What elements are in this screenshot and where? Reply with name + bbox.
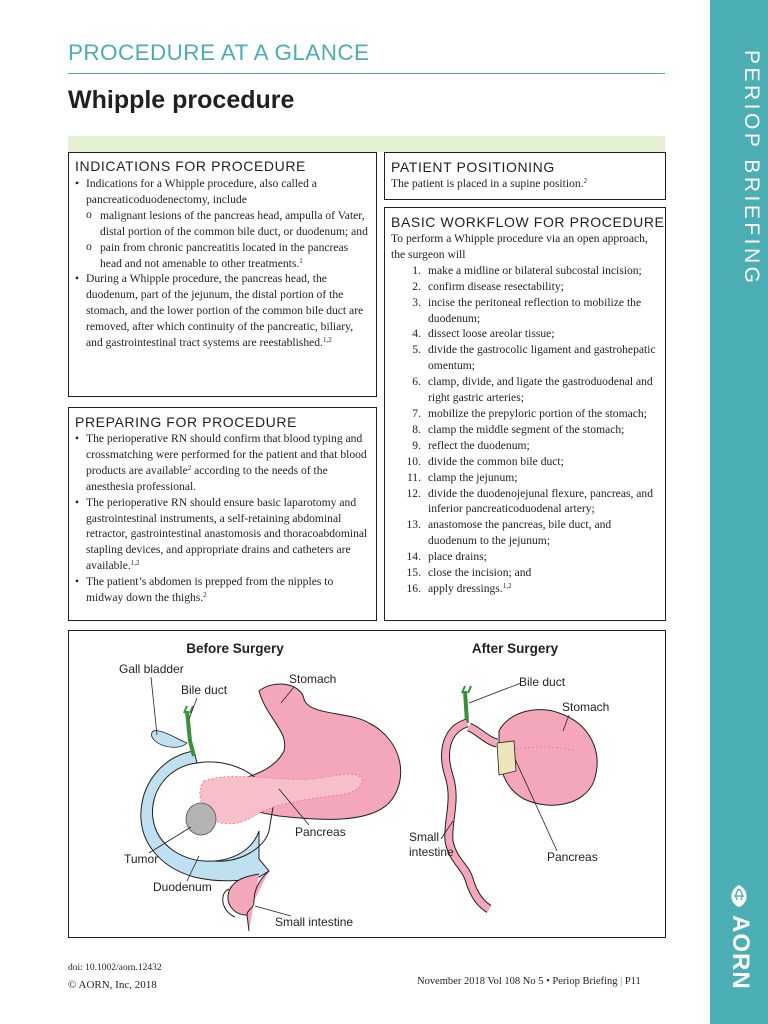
before-bile-duct <box>184 706 194 756</box>
after-bile-duct <box>462 686 471 723</box>
workflow-step: 8. clamp the middle segment of the stomach; <box>412 422 625 436</box>
positioning-heading: PATIENT POSITIONING <box>391 159 555 175</box>
preparing-heading: PREPARING FOR PROCEDURE <box>75 414 298 430</box>
indications-heading: INDICATIONS FOR PROCEDURE <box>75 158 306 174</box>
workflow-intro: To perform a Whipple procedure via an open approach, the surgeon will <box>391 232 648 261</box>
svg-text:Stomach: Stomach <box>562 700 610 714</box>
svg-text:Tumor: Tumor <box>124 852 159 866</box>
workflow-step: 2. confirm disease resectability; <box>412 279 564 293</box>
preparing-bullet-1: • The perioperative RN should confirm that blood typing and crossmatching were performed for the patient and that blood products are available$^2$ according to the needs of the anesthesia professional. <box>75 431 370 495</box>
workflow-step: 1. make a midline or bilateral subcostal incision; <box>412 263 642 277</box>
svg-text:Bile duct: Bile duct <box>519 675 566 689</box>
workflow-step: 16. apply dressings.$^{1,2}$ <box>406 581 512 595</box>
workflow-step: 12. divide the duodenojejunal flexure, pancreas, and inferior pancreaticoduodenal artery; <box>406 486 654 516</box>
before-surgery-heading: Before Surgery <box>186 641 284 656</box>
positioning-text: The patient is placed in a supine position.$^2$ <box>391 177 588 190</box>
workflow-step: 15. close the incision; and <box>406 566 532 580</box>
page-title: Whipple procedure <box>68 86 295 114</box>
workflow-step: 14. place drains; <box>406 550 487 564</box>
svg-text:Pancreas: Pancreas <box>547 850 598 864</box>
workflow-steps <box>391 263 659 597</box>
workflow-step: 9. reflect the duodenum; <box>412 438 530 452</box>
preparing-box <box>68 407 377 621</box>
indications-sub-2: o pain from chronic pancreatitis located in the pancreas head and not amenable to other treatments.$^1$ <box>86 240 370 272</box>
workflow-step: 13. anastomose the pancreas, bile duct, and duodenum to the jejunum; <box>406 518 612 548</box>
svg-text:intestine: intestine <box>409 845 454 859</box>
aorn-emblem-icon <box>728 884 750 908</box>
svg-text:Small: Small <box>409 830 440 844</box>
workflow-step: 5. divide the gastrocolic ligament and gastrohepatic omentum; <box>412 343 656 373</box>
svg-text:Pancreas: Pancreas <box>295 825 346 839</box>
header-divider <box>68 73 665 74</box>
workflow-step: 7. mobilize the prepyloric portion of the stomach; <box>412 406 647 420</box>
indications-box <box>68 152 377 397</box>
after-small-intestine <box>446 723 497 909</box>
doi: doi: 10.1002/aorn.12432 <box>68 963 162 973</box>
workflow-step: 6. clamp, divide, and ligate the gastroduodenal and right gastric arteries; <box>412 375 653 405</box>
workflow-step: 10. divide the common bile duct; <box>406 454 564 468</box>
issue-info: November 2018 Vol 108 No 5 • Periop Briefing | P11 <box>417 976 641 987</box>
workflow-step: 4. dissect loose areolar tissue; <box>412 327 555 341</box>
svg-text:Bile duct: Bile duct <box>181 683 228 697</box>
whipple-illustration <box>69 631 665 937</box>
after-surgery-heading: After Surgery <box>471 641 559 656</box>
copyright: © AORN, Inc, 2018 <box>68 979 157 991</box>
accent-band <box>68 136 665 152</box>
positioning-box <box>384 152 666 200</box>
indications-bullet-2: • During a Whipple procedure, the pancreas head, the duodenum, part of the jejunum, the distal portion of the stomach, and the lower portion of the common bile duct are removed, after which continuity of the pancreatic, biliary, and gastrointestinal tract systems are reestablished.$^{1,2}$ <box>75 271 370 351</box>
sidebar-title: PERIOP BRIEFING <box>740 50 763 287</box>
preparing-bullet-2: • The perioperative RN should ensure basic laparotomy and gastrointestinal instruments, a self-retaining abdominal retractor, gastrointestinal anastomosis and thoracoabdominal stapling devices, and appropriate drains and catheters are available.$^{1,2}$ <box>75 495 370 575</box>
before-tumor <box>186 803 216 835</box>
svg-text:Stomach: Stomach <box>289 672 337 686</box>
figure-box <box>68 630 666 938</box>
workflow-step: 3. incise the peritoneal reflection to mobilize the duodenum; <box>412 295 642 325</box>
indications-sub-1: o malignant lesions of the pancreas head, ampulla of Vater, distal portion of the common bile duct, or duodenum; and <box>86 208 370 240</box>
aorn-logo-text: AORN <box>727 915 754 990</box>
workflow-box <box>384 207 666 621</box>
section-kicker: PROCEDURE AT A GLANCE <box>68 40 370 65</box>
svg-text:Duodenum: Duodenum <box>153 880 212 894</box>
workflow-heading: BASIC WORKFLOW FOR PROCEDURE <box>391 214 665 230</box>
workflow-step: 11. clamp the jejunum; <box>406 470 518 484</box>
indications-bullet-1: • Indications for a Whipple procedure, also called a pancreaticoduodenectomy, include o malignant lesions of the pancreas head, ampulla of Vater, distal portion of the common bile duct, or duodenum; and o pain from chronic pancreatitis located in the pancreas head and not amenable to other treatments.$^1$ <box>75 176 370 271</box>
svg-text:Small intestine: Small intestine <box>275 915 354 929</box>
svg-text:Gall bladder: Gall bladder <box>119 662 184 676</box>
preparing-bullet-3: • The patient’s abdomen is prepped from the nipples to midway down the thighs.$^2$ <box>75 574 370 606</box>
